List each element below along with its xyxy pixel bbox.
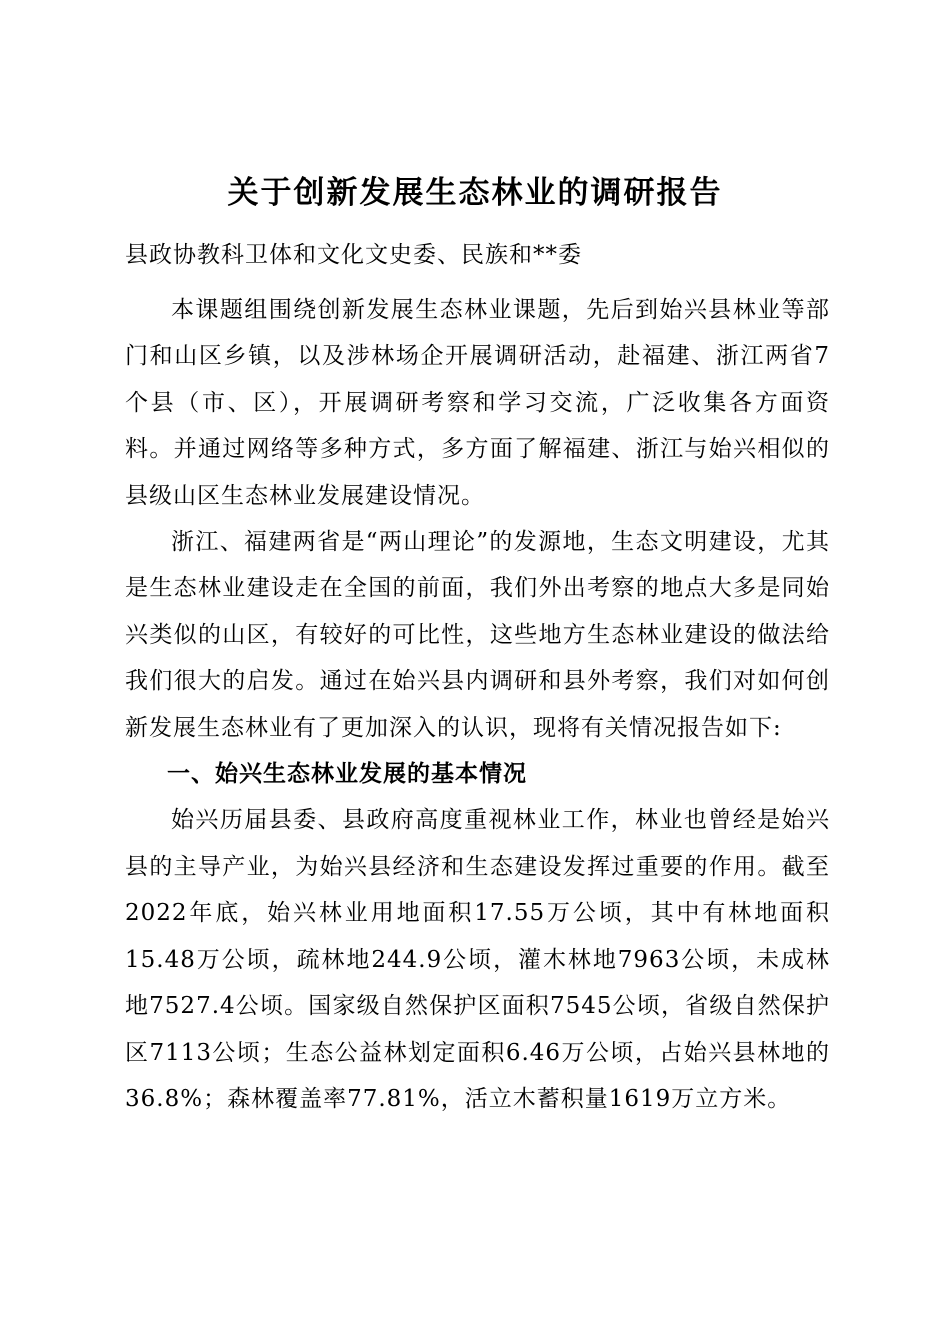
document-authors: 县政协教科卫体和文化文史委、民族和**委 xyxy=(125,242,582,268)
section-paragraph: 始兴历届县委、县政府高度重视林业工作，林业也曾经是始兴县的主导产业，为始兴县经济和生态建设发挥过重要的作用。截至2022年底，始兴林业用地面积17.55万公顷，其中有林地面积15.48万公顷，疏林地244.9公顷，灌木林地7963公顷，未成林地7527.4公顷。国家级自然保护区面积7545公顷，省级自然保护区7113公顷；生态公益林划定面积6.46万公顷，占始兴县林地的36.8%；森林覆盖率77.81%，活立木蓄积量1619万立方米。 xyxy=(125,807,830,1112)
document-title: 关于创新发展生态林业的调研报告 xyxy=(227,175,723,211)
document-body xyxy=(125,287,830,1122)
section-heading: 一、始兴生态林业发展的基本情况 xyxy=(167,761,527,788)
background-paragraph: 浙江、福建两省是“两山理论”的发源地，生态文明建设，尤其是生态林业建设走在全国的前面，我们外出考察的地点大多是同始兴类似的山区，有较好的可比性，这些地方生态林业建设的做法给我们很大的启发。通过在始兴县内调研和县外考察，我们对如何创新发展生态林业有了更加深入的认识，现将有关情况报告如下: xyxy=(125,529,830,741)
intro-paragraph: 本课题组围绕创新发展生态林业课题，先后到始兴县林业等部门和山区乡镇，以及涉林场企开展调研活动，赴福建、浙江两省7个县（市、区），开展调研考察和学习交流，广泛收集各方面资料。并通过网络等多种方式，多方面了解福建、浙江与始兴相似的县级山区生态林业发展建设情况。 xyxy=(125,297,830,509)
